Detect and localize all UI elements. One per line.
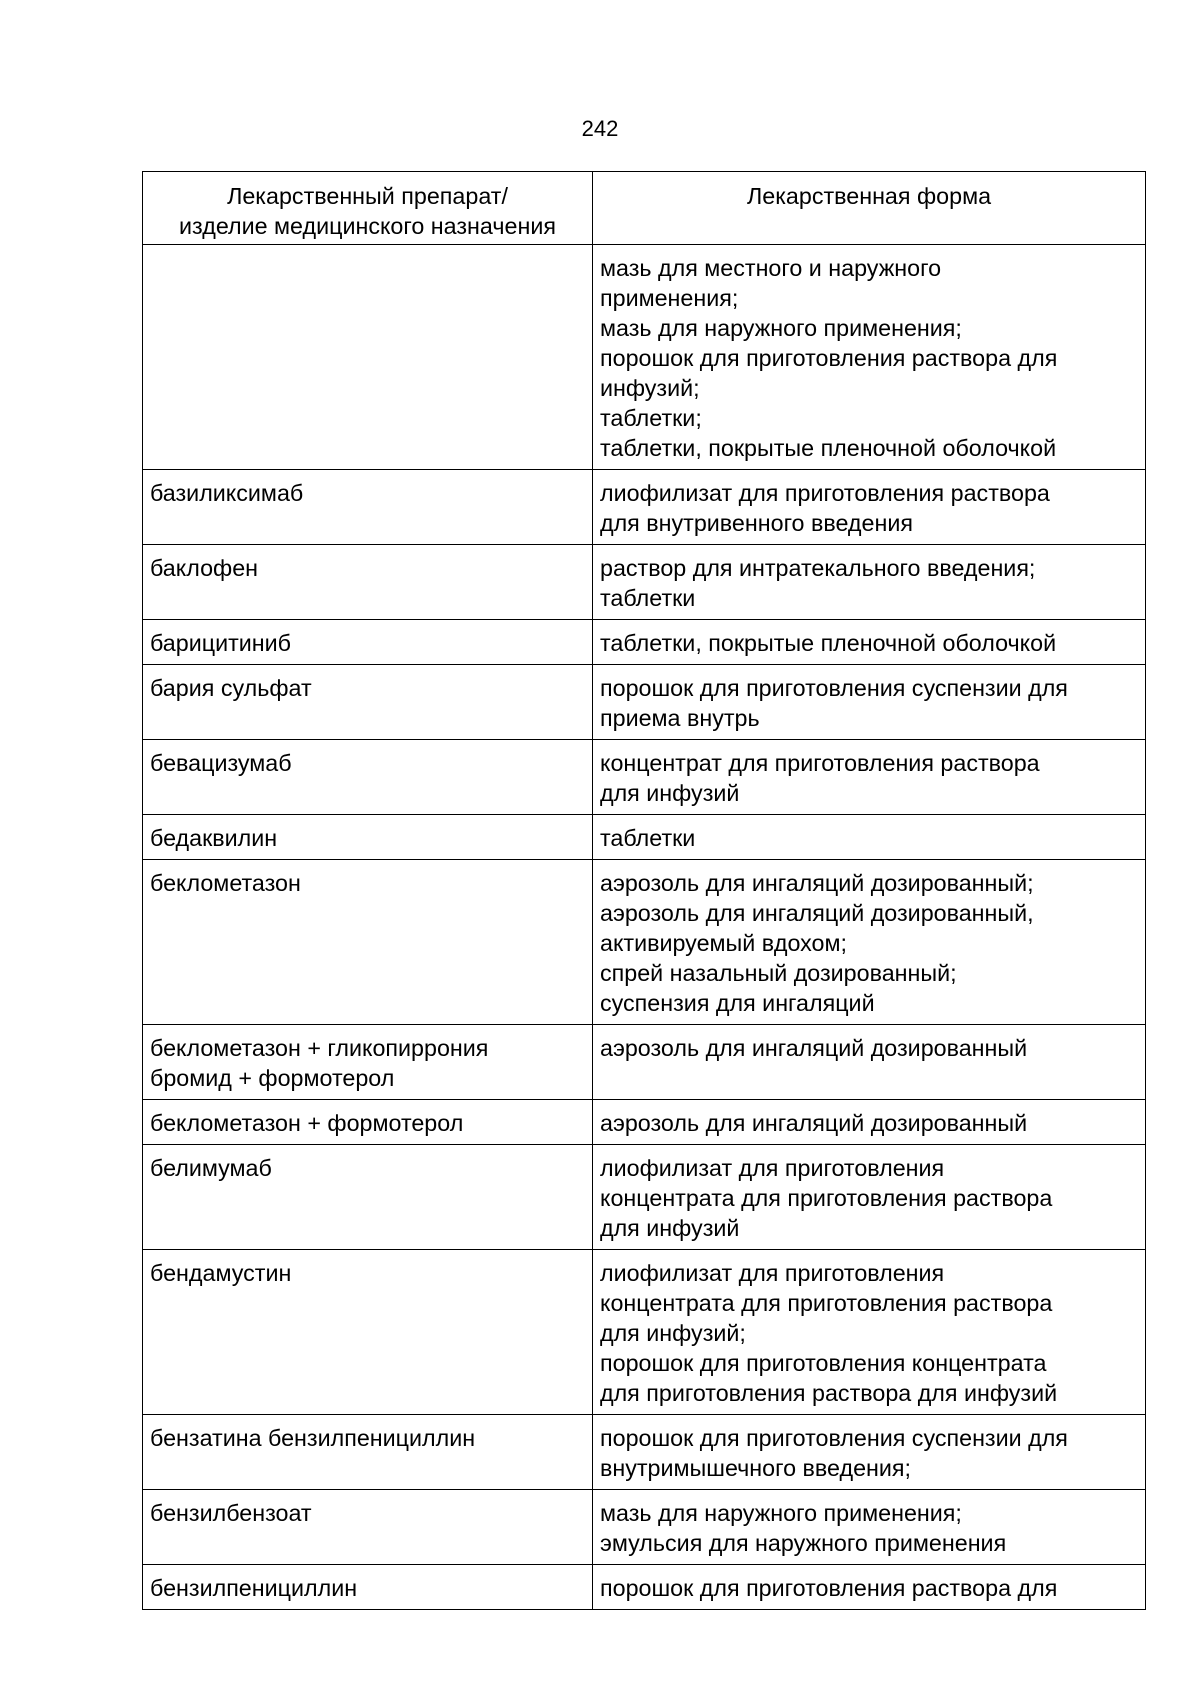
dosage-form-line: для инфузий: [600, 1215, 740, 1241]
dosage-form-line: концентрата для приготовления раствора: [600, 1185, 1053, 1211]
drug-name-cell: [143, 1490, 593, 1565]
drug-name-line: бендамустин: [150, 1260, 292, 1286]
table-row: [143, 1490, 1146, 1565]
dosage-form-line: лиофилизат для приготовления раствора: [600, 480, 1050, 506]
drug-name-cell: [143, 245, 593, 470]
dosage-form-cell: [593, 470, 1146, 545]
header-line: Лекарственный препарат/: [227, 183, 508, 209]
dosage-form-cell: [593, 245, 1146, 470]
dosage-form-line: порошок для приготовления раствора для: [600, 345, 1058, 371]
dosage-form-line: для приготовления раствора для инфузий: [600, 1380, 1058, 1406]
drug-name-line: базиликсимаб: [150, 480, 304, 506]
dosage-form-line: мазь для наружного применения;: [600, 315, 962, 341]
table-row: [143, 1415, 1146, 1490]
table-header-row: [143, 172, 1146, 245]
dosage-form-cell: [593, 1490, 1146, 1565]
dosage-form-line: лиофилизат для приготовления: [600, 1260, 945, 1286]
dosage-form-line: мазь для местного и наружного: [600, 255, 942, 281]
dosage-form-cell: [593, 815, 1146, 860]
drug-name-cell: [143, 1100, 593, 1145]
dosage-form-line: порошок для приготовления концентрата: [600, 1350, 1047, 1376]
dosage-form-line: мазь для наружного применения;: [600, 1500, 962, 1526]
drug-name-line: беклометазон + гликопиррония: [150, 1035, 489, 1061]
dosage-form-line: концентрат для приготовления раствора: [600, 750, 1040, 776]
drug-name-cell: [143, 1145, 593, 1250]
dosage-form-line: аэрозоль для ингаляций дозированный;: [600, 870, 1034, 896]
header-line: Лекарственная форма: [746, 183, 992, 209]
drug-name-cell: [143, 740, 593, 815]
table-row: [143, 545, 1146, 620]
dosage-form-line: для инфузий;: [600, 1320, 746, 1346]
dosage-form-line: аэрозоль для ингаляций дозированный,: [600, 900, 1034, 926]
dosage-form-line: внутримышечного введения;: [600, 1455, 911, 1481]
dosage-form-line: раствор для интратекального введения;: [600, 555, 1036, 581]
drug-name-line: бедаквилин: [150, 825, 278, 851]
dosage-form-line: таблетки: [600, 585, 696, 611]
dosage-form-cell: [593, 1565, 1146, 1610]
drug-name-line: бензилбензоат: [150, 1500, 312, 1526]
drug-name-line: бромид + формотерол: [150, 1065, 395, 1091]
dosage-form-cell: [593, 620, 1146, 665]
dosage-form-cell: [593, 665, 1146, 740]
drug-name-line: беклометазон: [150, 870, 301, 896]
header-form: [593, 172, 1146, 245]
dosage-form-cell: [593, 1100, 1146, 1145]
table-body: [143, 245, 1146, 1610]
drug-name-cell: [143, 1415, 593, 1490]
dosage-form-line: активируемый вдохом;: [600, 930, 848, 956]
table-row: [143, 1565, 1146, 1610]
dosage-form-line: спрей назальный дозированный;: [600, 960, 957, 986]
drug-name-cell: [143, 1025, 593, 1100]
dosage-form-cell: [593, 740, 1146, 815]
page-number: 242: [581, 116, 619, 141]
dosage-form-line: порошок для приготовления раствора для: [600, 1575, 1058, 1601]
table-row: [143, 665, 1146, 740]
dosage-form-line: инфузий;: [600, 375, 700, 401]
drug-name-cell: [143, 620, 593, 665]
table-row: [143, 470, 1146, 545]
drug-name-line: беклометазон + формотерол: [150, 1110, 464, 1136]
dosage-form-line: для внутривенного введения: [600, 510, 913, 536]
drug-name-cell: [143, 860, 593, 1025]
dosage-form-line: эмульсия для наружного применения: [600, 1530, 1007, 1556]
dosage-form-cell: [593, 1415, 1146, 1490]
dosage-form-line: аэрозоль для ингаляций дозированный: [600, 1035, 1028, 1061]
drug-name-line: бария сульфат: [150, 675, 312, 701]
dosage-form-line: концентрата для приготовления раствора: [600, 1290, 1053, 1316]
dosage-form-cell: [593, 1025, 1146, 1100]
drug-name-line: бензилпенициллин: [150, 1575, 358, 1601]
dosage-form-line: аэрозоль для ингаляций дозированный: [600, 1110, 1028, 1136]
dosage-form-line: лиофилизат для приготовления: [600, 1155, 945, 1181]
drug-name-line: бевацизумаб: [150, 750, 292, 776]
drug-name-cell: [143, 665, 593, 740]
drug-name-line: белимумаб: [150, 1155, 272, 1181]
drug-table: [142, 171, 1146, 1610]
table-row: [143, 245, 1146, 470]
drug-name-cell: [143, 470, 593, 545]
dosage-form-line: суспензия для ингаляций: [600, 990, 875, 1016]
drug-name-line: бензатина бензилпенициллин: [150, 1425, 476, 1451]
drug-name-cell: [143, 1565, 593, 1610]
table-row: [143, 740, 1146, 815]
drug-name-line: барицитиниб: [150, 630, 291, 656]
header-drug: [143, 172, 593, 245]
dosage-form-line: порошок для приготовления суспензии для: [600, 675, 1068, 701]
header-line: изделие медицинского назначения: [179, 213, 556, 239]
table-row: [143, 860, 1146, 1025]
dosage-form-line: порошок для приготовления суспензии для: [600, 1425, 1068, 1451]
drug-name-line: баклофен: [150, 555, 259, 581]
dosage-form-line: таблетки: [600, 825, 696, 851]
table-row: [143, 1025, 1146, 1100]
table-row: [143, 1145, 1146, 1250]
dosage-form-line: приема внутрь: [600, 705, 760, 731]
dosage-form-cell: [593, 860, 1146, 1025]
dosage-form-line: таблетки;: [600, 405, 702, 431]
drug-name-cell: [143, 545, 593, 620]
drug-name-cell: [143, 815, 593, 860]
table-row: [143, 815, 1146, 860]
dosage-form-line: применения;: [600, 285, 739, 311]
dosage-form-cell: [593, 1250, 1146, 1415]
table-row: [143, 1250, 1146, 1415]
dosage-form-cell: [593, 545, 1146, 620]
table-row: [143, 1100, 1146, 1145]
drug-name-cell: [143, 1250, 593, 1415]
dosage-form-line: таблетки, покрытые пленочной оболочкой: [600, 435, 1057, 461]
dosage-form-line: таблетки, покрытые пленочной оболочкой: [600, 630, 1057, 656]
dosage-form-cell: [593, 1145, 1146, 1250]
table-row: [143, 620, 1146, 665]
dosage-form-line: для инфузий: [600, 780, 740, 806]
